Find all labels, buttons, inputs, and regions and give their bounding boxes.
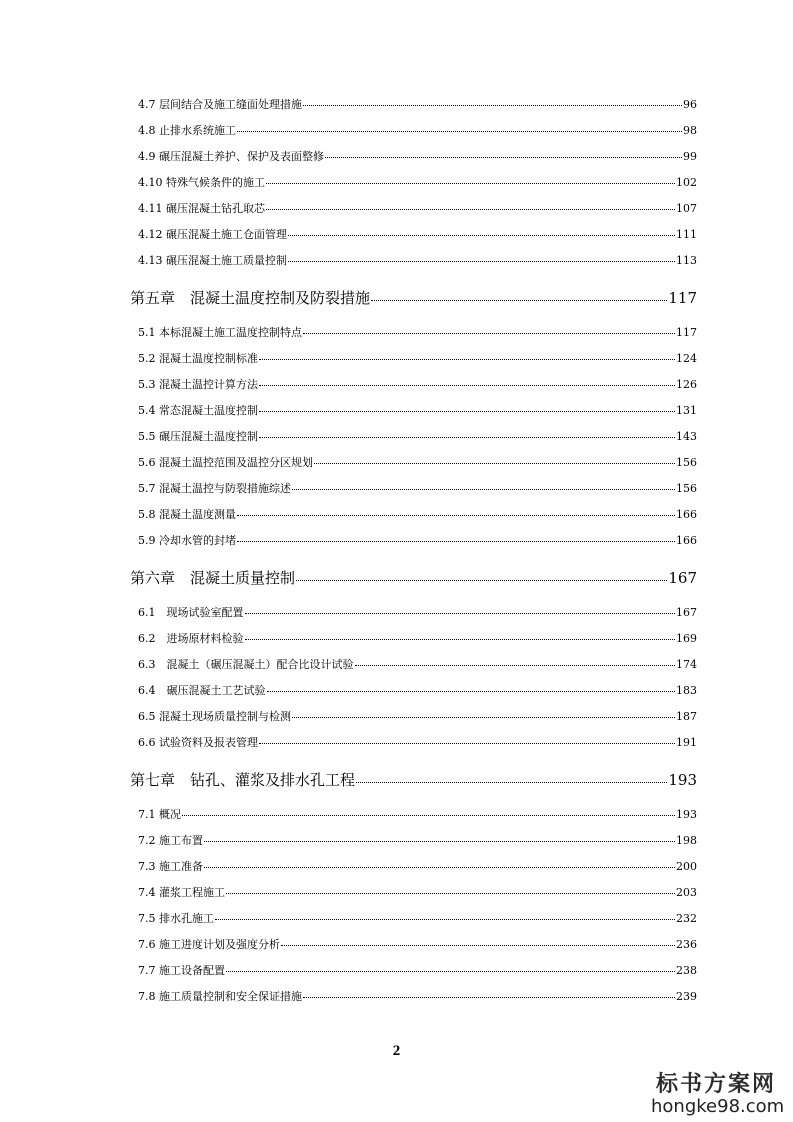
toc-entry-label: 4.10 特殊气候条件的施工 bbox=[138, 176, 265, 189]
toc-entry-page: 236 bbox=[676, 938, 697, 951]
toc-entry-page: 198 bbox=[676, 834, 697, 847]
toc-dot-leader bbox=[259, 410, 675, 412]
toc-dot-leader bbox=[288, 234, 675, 236]
toc-entry-label: 5.4 常态混凝土温度控制 bbox=[138, 404, 258, 417]
toc-entry-page: 107 bbox=[676, 202, 697, 215]
toc-dot-leader bbox=[355, 664, 676, 666]
toc-entry-row bbox=[0, 174, 793, 190]
toc-entry-row bbox=[0, 350, 793, 366]
toc-dot-leader bbox=[237, 130, 682, 132]
toc-dot-leader bbox=[215, 918, 675, 920]
toc-entry-row bbox=[0, 832, 793, 848]
toc-entry-page: 191 bbox=[676, 736, 697, 749]
toc-entry-label: 7.5 排水孔施工 bbox=[138, 912, 214, 925]
toc-entry-page: 239 bbox=[676, 990, 697, 1003]
toc-entry-row bbox=[0, 910, 793, 926]
toc-entry-row bbox=[0, 734, 793, 750]
toc-entry-label: 7.3 施工准备 bbox=[138, 860, 203, 873]
toc-dot-leader bbox=[182, 814, 675, 816]
toc-dot-leader bbox=[204, 840, 675, 842]
toc-dot-leader bbox=[281, 944, 675, 946]
toc-entry-page: 117 bbox=[676, 326, 697, 339]
toc-dot-leader bbox=[245, 612, 676, 614]
toc-entry-label: 6.6 试验资料及报表管理 bbox=[138, 736, 258, 749]
toc-entry-row bbox=[0, 532, 793, 548]
toc-dot-leader bbox=[226, 892, 675, 894]
toc-entry-page: 102 bbox=[676, 176, 697, 189]
toc-entry-label: 第七章 钻孔、灌浆及排水孔工程 bbox=[130, 771, 356, 789]
toc-dot-leader bbox=[266, 208, 675, 210]
toc-dot-leader bbox=[325, 156, 682, 158]
toc-entry-label: 7.2 施工布置 bbox=[138, 834, 203, 847]
toc-entry-page: 99 bbox=[683, 150, 697, 163]
toc-entry-page: 166 bbox=[676, 534, 697, 547]
toc-entry-label: 6.2 进场原材料检验 bbox=[138, 632, 244, 645]
toc-entry-label: 7.6 施工进度计划及强度分析 bbox=[138, 938, 280, 951]
toc-dot-leader bbox=[292, 488, 675, 490]
toc-dot-leader bbox=[237, 514, 675, 516]
toc-dot-leader bbox=[371, 299, 667, 301]
toc-entry-row bbox=[0, 656, 793, 672]
toc-entry-page: 96 bbox=[683, 98, 697, 111]
toc-entry-page: 193 bbox=[668, 771, 697, 789]
toc-entry-label: 5.2 混凝土温度控制标准 bbox=[138, 352, 258, 365]
toc-entry-row bbox=[0, 428, 793, 444]
toc-entry-label: 6.4 碾压混凝土工艺试验 bbox=[138, 684, 266, 697]
toc-entry-label: 7.4 灌浆工程施工 bbox=[138, 886, 225, 899]
toc-entry-row bbox=[0, 506, 793, 522]
toc-entry-page: 200 bbox=[676, 860, 697, 873]
toc-entry-page: 193 bbox=[676, 808, 697, 821]
toc-entry-label: 6.3 混凝土（碾压混凝土）配合比设计试验 bbox=[138, 658, 354, 671]
toc-chapter-row bbox=[0, 567, 793, 588]
toc-entry-label: 4.11 碾压混凝土钻孔取芯 bbox=[138, 202, 265, 215]
toc-dot-leader bbox=[237, 540, 675, 542]
toc-dot-leader bbox=[259, 384, 675, 386]
toc-entry-page: 174 bbox=[676, 658, 697, 671]
toc-chapter-row bbox=[0, 769, 793, 790]
toc-entry-row bbox=[0, 708, 793, 724]
toc-entry-row bbox=[0, 962, 793, 978]
toc-dot-leader bbox=[296, 579, 667, 581]
toc-entry-page: 143 bbox=[676, 430, 697, 443]
toc-entry-page: 156 bbox=[676, 482, 697, 495]
toc-entry-row bbox=[0, 324, 793, 340]
toc-dot-leader bbox=[204, 866, 675, 868]
toc-entry-page: 203 bbox=[676, 886, 697, 899]
toc-entry-page: 98 bbox=[683, 124, 697, 137]
toc-entry-row bbox=[0, 480, 793, 496]
toc-entry-label: 第六章 混凝土质量控制 bbox=[130, 569, 296, 587]
toc-entry-label: 4.8 止排水系统施工 bbox=[138, 124, 236, 137]
toc-entry-label: 4.9 碾压混凝土养护、保护及表面整修 bbox=[138, 150, 324, 163]
toc-entry-row bbox=[0, 122, 793, 138]
toc-entry-page: 232 bbox=[676, 912, 697, 925]
toc-entry-row bbox=[0, 148, 793, 164]
toc-entry-row bbox=[0, 936, 793, 952]
watermark-name: 标书方案网 bbox=[655, 1071, 776, 1097]
toc-dot-leader bbox=[356, 781, 667, 783]
toc-entry-page: 124 bbox=[676, 352, 697, 365]
watermark bbox=[651, 1067, 785, 1117]
toc-dot-leader bbox=[259, 358, 675, 360]
toc-chapter-row bbox=[0, 287, 793, 308]
toc-entry-label: 5.9 冷却水管的封堵 bbox=[138, 534, 236, 547]
toc-entry-label: 6.1 现场试验室配置 bbox=[138, 606, 244, 619]
toc-entry-page: 113 bbox=[676, 254, 697, 267]
toc-entry-label: 4.7 层间结合及施工缝面处理措施 bbox=[138, 98, 302, 111]
toc-entry-row bbox=[0, 376, 793, 392]
toc-entry-row bbox=[0, 988, 793, 1004]
toc-entry-label: 5.8 混凝土温度测量 bbox=[138, 508, 236, 521]
toc-entry-page: 183 bbox=[676, 684, 697, 697]
toc-dot-leader bbox=[267, 690, 676, 692]
toc-entry-label: 4.12 碾压混凝土施工仓面管理 bbox=[138, 228, 287, 241]
toc-entry-label: 5.6 混凝土温控范围及温控分区规划 bbox=[138, 456, 313, 469]
toc-dot-leader bbox=[245, 638, 676, 640]
toc-entry-page: 126 bbox=[676, 378, 697, 391]
toc-entry-row bbox=[0, 402, 793, 418]
toc-dot-leader bbox=[303, 104, 682, 106]
toc-entry-label: 5.7 混凝土温控与防裂措施综述 bbox=[138, 482, 291, 495]
toc-entry-page: 156 bbox=[676, 456, 697, 469]
toc-entry-label: 5.1 本标混凝土施工温度控制特点 bbox=[138, 326, 302, 339]
toc-entry-row bbox=[0, 604, 793, 620]
toc-entry-page: 166 bbox=[676, 508, 697, 521]
toc-entry-row bbox=[0, 252, 793, 268]
toc-entry-label: 7.1 概况 bbox=[138, 808, 181, 821]
toc-entry-page: 167 bbox=[676, 606, 697, 619]
toc-entry-page: 117 bbox=[668, 289, 697, 307]
toc-entry-row bbox=[0, 200, 793, 216]
toc-dot-leader bbox=[292, 716, 675, 718]
toc-entry-row bbox=[0, 884, 793, 900]
toc-entry-label: 4.13 碾压混凝土施工质量控制 bbox=[138, 254, 287, 267]
toc-entry-label: 5.3 混凝土温控计算方法 bbox=[138, 378, 258, 391]
toc-entry-label: 第五章 混凝土温度控制及防裂措施 bbox=[130, 289, 371, 307]
toc-dot-leader bbox=[288, 260, 675, 262]
toc-entry-row bbox=[0, 454, 793, 470]
toc-entry-row bbox=[0, 858, 793, 874]
toc-entry-label: 5.5 碾压混凝土温度控制 bbox=[138, 430, 258, 443]
toc-entry-row bbox=[0, 96, 793, 112]
toc-dot-leader bbox=[303, 996, 675, 998]
toc-entry-page: 131 bbox=[676, 404, 697, 417]
toc-entry-page: 111 bbox=[676, 228, 697, 241]
toc-entry-label: 7.7 施工设备配置 bbox=[138, 964, 225, 977]
watermark-url: hongke98.com bbox=[651, 1096, 785, 1117]
toc-entry-page: 169 bbox=[676, 632, 697, 645]
toc-dot-leader bbox=[303, 332, 675, 334]
toc-dot-leader bbox=[314, 462, 675, 464]
toc-entry-row bbox=[0, 226, 793, 242]
toc-entry-row bbox=[0, 806, 793, 822]
toc-dot-leader bbox=[266, 182, 675, 184]
toc-entry-page: 187 bbox=[676, 710, 697, 723]
toc-entry-label: 6.5 混凝土现场质量控制与检测 bbox=[138, 710, 291, 723]
toc-entry-page: 238 bbox=[676, 964, 697, 977]
toc-dot-leader bbox=[259, 436, 675, 438]
toc-dot-leader bbox=[259, 742, 675, 744]
toc-dot-leader bbox=[226, 970, 675, 972]
toc-entry-row bbox=[0, 682, 793, 698]
page-number: 2 bbox=[392, 1043, 401, 1059]
toc-entry-label: 7.8 施工质量控制和安全保证措施 bbox=[138, 990, 302, 1003]
toc-entry-page: 167 bbox=[668, 569, 697, 587]
toc-entry-row bbox=[0, 630, 793, 646]
